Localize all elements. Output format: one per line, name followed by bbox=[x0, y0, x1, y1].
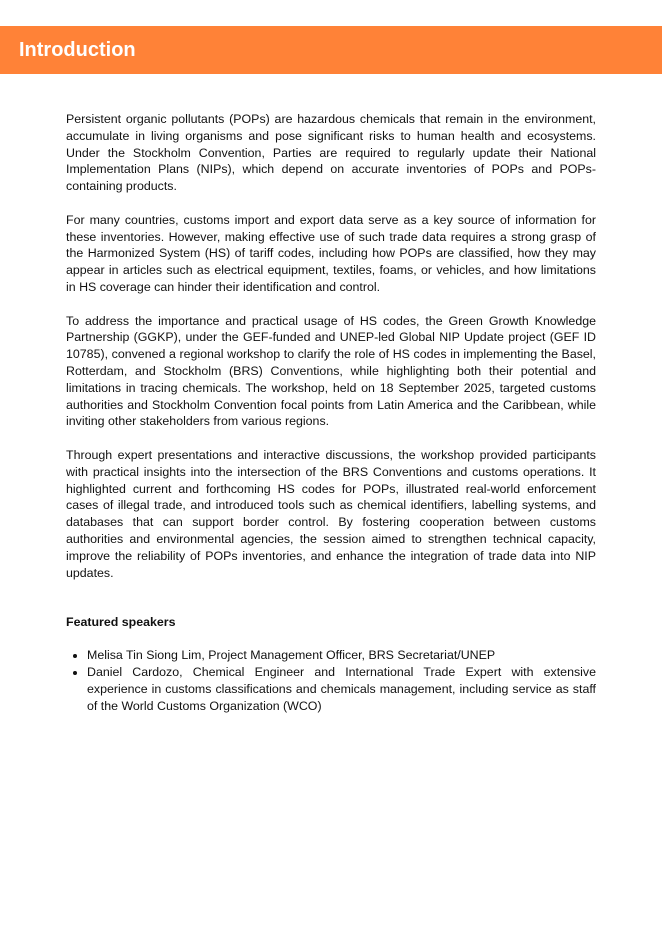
paragraph: To address the importance and practical usage of HS codes, the Green Growth Knowledge Partnership (GGKP), under the GEF-funded and UNEP-led Global NIP Update project (GEF ID 10785), convened a regional workshop to clarify the role of HS codes in implementing the Basel, Rotterdam, and Stockholm (BRS) Conventions, while highlighting both their potential and limitations in tracing chemicals. The workshop, held on 18 September 2025, targeted customs authorities and Stockholm Convention focal points from Latin America and the Caribbean, while inviting other stakeholders from various regions. bbox=[66, 313, 596, 429]
paragraph: Persistent organic pollutants (POPs) are hazardous chemicals that remain in the environment, accumulate in living organisms and pose significant risks to human health and ecosystems. Under the Stockholm Convention, Parties are required to regularly update their National Implementation Plans (NIPs), which depend on accurate inventories of POPs and POPs-containing products. bbox=[66, 112, 596, 194]
paragraph: For many countries, customs import and export data serve as a key source of information for these inventories. However, making effective use of such trade data requires a strong grasp of the Harmonized System (HS) of tariff codes, including how POPs are classified, how they may appear in articles such as electrical equipment, textiles, foams, or vehicles, and how limitations in HS coverage can hinder their identification and control. bbox=[66, 212, 596, 294]
document-body bbox=[66, 111, 596, 714]
paragraph: Through expert presentations and interactive discussions, the workshop provided participants with practical insights into the intersection of the BRS Conventions and customs operations. It highlighted current and forthcoming HS codes for POPs, illustrated real-world enforcement cases of illegal trade, and introduced tools such as chemical identifiers, labelling systems, and databases that can support border control. By fostering cooperation between customs authorities and environmental agencies, the session aimed to strengthen technical capacity, improve the reliability of POPs inventories, and enhance the integration of trade data into NIP updates. bbox=[66, 447, 596, 580]
speaker-item: • Daniel Cardozo, Chemical Engineer and International Trade Expert with extensive experience in customs classifications and chemicals management, including service as staff of the World Customs Organization (WCO) bbox=[87, 664, 596, 714]
speakers-heading: Featured speakers bbox=[66, 615, 176, 630]
section-title: Introduction bbox=[19, 39, 136, 61]
section-banner bbox=[0, 26, 662, 74]
speakers-list bbox=[66, 647, 596, 714]
speaker-item: • Melisa Tin Siong Lim, Project Management Officer, BRS Secretariat/UNEP bbox=[87, 647, 596, 664]
